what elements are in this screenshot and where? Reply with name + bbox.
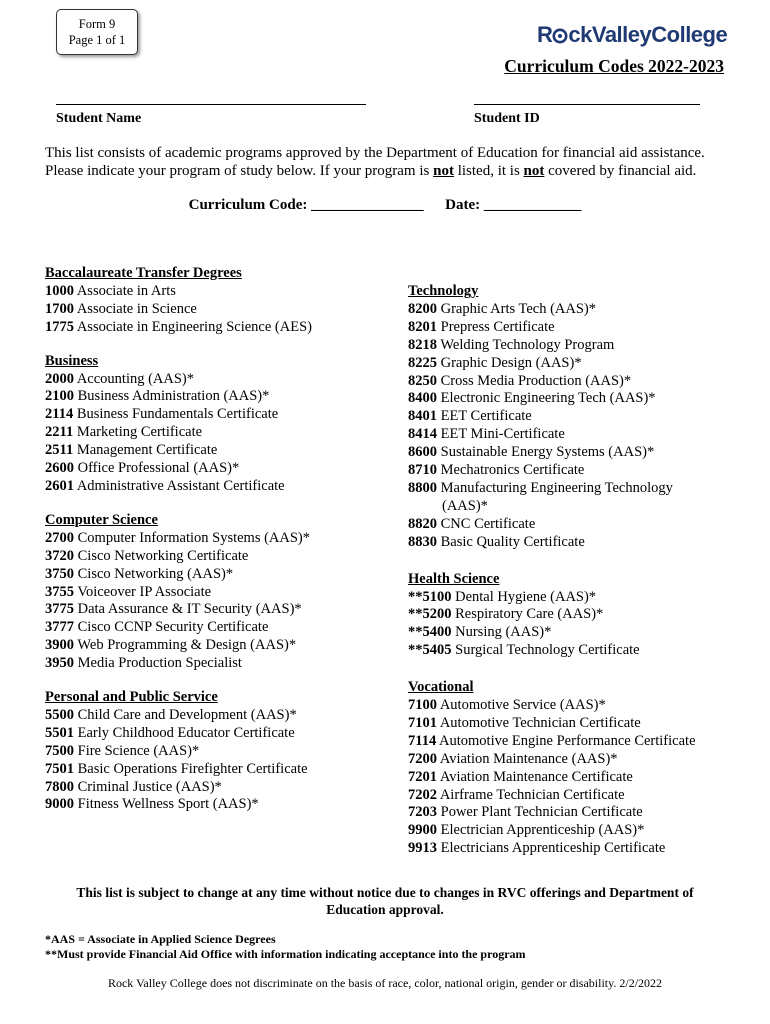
program-name: Sustainable Energy Systems (AAS)* [437, 444, 655, 461]
student-name-label: Student Name [56, 111, 142, 126]
section-heading: Personal and Public Service [45, 689, 218, 706]
program-name: Aviation Maintenance Certificate [437, 768, 633, 785]
program-code: 8200 [408, 300, 437, 317]
program-code: 7100 [408, 697, 437, 714]
section-gap [45, 496, 312, 512]
program-item [408, 373, 696, 391]
program-name: Nursing (AAS)* [451, 624, 552, 641]
program-name: Associate in Engineering Science (AES) [74, 318, 312, 335]
program-item [408, 444, 696, 462]
section-heading: Vocational [408, 679, 474, 696]
program-item [45, 283, 312, 301]
program-code: 1775 [45, 318, 74, 335]
program-code: 9913 [408, 840, 437, 857]
intro-text-c: covered by financial aid. [544, 163, 697, 179]
program-name: Business Fundamentals Certificate [73, 406, 279, 423]
program-name: Criminal Justice (AAS)* [74, 778, 222, 795]
program-item [45, 424, 312, 442]
program-item [408, 715, 696, 733]
program-code: 2100 [45, 388, 74, 405]
program-code: 8250 [408, 372, 437, 389]
curriculum-code-field[interactable]: Curriculum Code: _______________ [188, 197, 424, 213]
program-name: Fitness Wellness Sport (AAS)* [74, 796, 259, 813]
program-code: 2211 [45, 424, 74, 441]
program-code: 8800 [408, 479, 437, 496]
program-code: 3777 [45, 619, 74, 636]
program-code: 5500 [45, 706, 74, 723]
program-name: Office Professional (AAS)* [74, 460, 240, 477]
program-name: Cisco CCNP Security Certificate [74, 619, 269, 636]
program-name: Child Care and Development (AAS)* [74, 706, 297, 723]
program-name: Automotive Engine Performance Certificate [436, 732, 696, 749]
date-field[interactable]: Date: _____________ [445, 197, 582, 213]
program-code: 3900 [45, 637, 74, 654]
program-item [45, 460, 312, 478]
section-gap [408, 552, 696, 571]
program-item [408, 769, 696, 787]
program-item [45, 442, 312, 460]
program-code: 8401 [408, 408, 437, 425]
program-code: 7800 [45, 778, 74, 795]
program-item [45, 655, 312, 673]
program-code: 9900 [408, 822, 437, 839]
program-item [45, 406, 312, 424]
program-code: 8414 [408, 426, 437, 443]
program-item [408, 480, 696, 498]
program-name: Data Assurance & IT Security (AAS)* [74, 601, 302, 618]
change-notice-line-1: This list is subject to change at any time without notice due to changes in RVC offerings and Department of [76, 885, 694, 900]
logo-gear-icon [552, 28, 568, 44]
program-name: Associate in Arts [74, 282, 176, 299]
program-name: Dental Hygiene (AAS)* [451, 588, 597, 605]
form-number-box [56, 9, 138, 55]
program-name: Accounting (AAS)* [74, 370, 195, 387]
program-name: Manufacturing Engineering Technology [437, 479, 673, 496]
program-code: 2700 [45, 529, 74, 546]
program-item [408, 840, 696, 858]
program-code: 3755 [45, 583, 74, 600]
change-notice-line-2: Education approval. [326, 902, 444, 917]
program-name: Electrician Apprenticeship (AAS)* [437, 822, 645, 839]
program-code: 7200 [408, 750, 437, 767]
left-program-column [45, 265, 312, 814]
program-item [408, 319, 696, 337]
program-name: Computer Information Systems (AAS)* [74, 529, 311, 546]
program-name: Electricians Apprenticeship Certificate [437, 840, 666, 857]
program-item [45, 619, 312, 637]
program-item [45, 637, 312, 655]
program-item [408, 534, 696, 552]
change-notice [30, 884, 740, 918]
student-name-line [56, 104, 366, 105]
program-item [45, 584, 312, 602]
program-code: **5405 [408, 642, 452, 659]
logo-text-end: ckValleyCollege [568, 22, 728, 47]
program-item [408, 589, 696, 607]
intro-line-1: This list consists of academic programs approved by the Department of Education for financial aid assistance. [45, 145, 705, 161]
program-name: Mechatronics Certificate [437, 462, 585, 479]
program-name: Prepress Certificate [437, 318, 555, 335]
program-code: 2114 [45, 406, 74, 423]
program-name: Welding Technology Program [437, 336, 615, 353]
intro-not-2: not [523, 163, 545, 179]
program-code: 8201 [408, 318, 437, 335]
intro-text-b: listed, it is [453, 163, 524, 179]
program-code: 3775 [45, 601, 74, 618]
program-item [408, 516, 696, 534]
program-item [45, 707, 312, 725]
program-code: 8710 [408, 462, 437, 479]
program-code: 9000 [45, 796, 74, 813]
program-code: 2601 [45, 477, 74, 494]
program-name: Power Plant Technician Certificate [437, 804, 643, 821]
program-name: Airframe Technician Certificate [437, 786, 625, 803]
program-item [408, 301, 696, 319]
program-code: 3750 [45, 565, 74, 582]
program-code: 3720 [45, 547, 74, 564]
program-item [45, 548, 312, 566]
program-name: CNC Certificate [437, 515, 536, 532]
acceptance-note: **Must provide Financial Aid Office with information indicating acceptance into the program [45, 947, 526, 961]
program-item [45, 319, 312, 337]
program-name: Fire Science (AAS)* [74, 742, 200, 759]
program-name: Cisco Networking (AAS)* [74, 565, 234, 582]
program-code: 2600 [45, 460, 74, 477]
nondiscrimination-footer: Rock Valley College does not discriminate on the basis of race, color, national origin, gender or disability. 2/2/2022 [107, 976, 663, 990]
program-name: Cisco Networking Certificate [74, 547, 249, 564]
section-gap [408, 660, 696, 679]
program-name: Respiratory Care (AAS)* [451, 606, 604, 623]
program-code: 8600 [408, 444, 437, 461]
program-item [408, 462, 696, 480]
program-code: 8400 [408, 390, 437, 407]
program-code: 8820 [408, 515, 437, 532]
program-name: Basic Operations Firefighter Certificate [74, 760, 308, 777]
program-item [45, 761, 312, 779]
program-name: Graphic Arts Tech (AAS)* [437, 300, 596, 317]
program-item [45, 601, 312, 619]
program-name-continued: (AAS)* [442, 497, 488, 514]
program-item [408, 642, 696, 660]
program-code: **5200 [408, 606, 452, 623]
program-name: Automotive Technician Certificate [437, 714, 641, 731]
program-item [408, 408, 696, 426]
program-item [45, 566, 312, 584]
program-item [408, 606, 696, 624]
program-item [45, 388, 312, 406]
section-heading: Business [45, 352, 99, 369]
page-count: Page 1 of 1 [68, 33, 126, 47]
program-item [45, 779, 312, 797]
program-item [45, 371, 312, 389]
program-item [408, 822, 696, 840]
program-item [408, 733, 696, 751]
program-code: 7500 [45, 742, 74, 759]
program-item [408, 751, 696, 769]
college-logo [537, 22, 727, 48]
form-number: Form 9 [78, 17, 116, 31]
program-code: 8225 [408, 354, 437, 371]
program-name: Early Childhood Educator Certificate [74, 724, 295, 741]
program-item [45, 530, 312, 548]
program-code: 1700 [45, 300, 74, 317]
program-name: Electronic Engineering Tech (AAS)* [437, 390, 656, 407]
program-code: 7501 [45, 760, 74, 777]
program-code: **5100 [408, 588, 452, 605]
program-code: **5400 [408, 624, 452, 641]
program-name: EET Certificate [437, 408, 532, 425]
program-name: Aviation Maintenance (AAS)* [437, 750, 618, 767]
aas-note: *AAS = Associate in Applied Science Degrees [45, 932, 276, 946]
program-name: Basic Quality Certificate [437, 533, 585, 550]
section-heading: Baccalaureate Transfer Degrees [45, 265, 242, 281]
program-name: Media Production Specialist [74, 655, 242, 672]
program-item [45, 478, 312, 496]
program-code: 7101 [408, 714, 437, 731]
program-name: Cross Media Production (AAS)* [437, 372, 632, 389]
program-name: Surgical Technology Certificate [451, 642, 640, 659]
program-item [45, 796, 312, 814]
program-name: Associate in Science [74, 300, 197, 317]
program-name: EET Mini-Certificate [437, 426, 565, 443]
program-item [45, 743, 312, 761]
program-name: Web Programming & Design (AAS)* [74, 637, 297, 654]
logo-text-start: R [537, 22, 553, 47]
section-heading: Computer Science [45, 511, 158, 528]
program-code: 7202 [408, 786, 437, 803]
program-name: Voiceover IP Associate [74, 583, 212, 600]
program-code: 3950 [45, 655, 74, 672]
program-name: Marketing Certificate [73, 424, 203, 441]
program-name: Automotive Service (AAS)* [437, 697, 606, 714]
curriculum-code-date-line [0, 197, 770, 214]
section-gap [45, 673, 312, 689]
program-code: 7203 [408, 804, 437, 821]
intro-not-1: not [433, 163, 454, 179]
program-code: 5501 [45, 724, 74, 741]
program-name: Administrative Assistant Certificate [74, 477, 285, 494]
program-code: 1000 [45, 282, 74, 299]
program-item [408, 355, 696, 373]
program-item [408, 624, 696, 642]
intro-text-a: Please indicate your program of study below. If your program is [45, 163, 434, 179]
program-code: 2000 [45, 370, 74, 387]
notes [45, 932, 526, 962]
program-code: 8830 [408, 533, 437, 550]
program-item [408, 804, 696, 822]
program-item [408, 390, 696, 408]
program-name: Business Administration (AAS)* [74, 388, 270, 405]
section-heading: Health Science [408, 570, 500, 587]
intro-paragraph [45, 144, 745, 180]
student-id-label: Student ID [474, 111, 540, 126]
program-code: 7114 [408, 732, 437, 749]
program-code: 8218 [408, 336, 437, 353]
right-program-column [408, 283, 696, 858]
program-item [408, 697, 696, 715]
program-item [408, 787, 696, 805]
program-item [45, 301, 312, 319]
intro-line-2 [45, 162, 745, 180]
program-item [45, 725, 312, 743]
program-code: 7201 [408, 768, 437, 785]
page-title: Curriculum Codes 2022-2023 [504, 56, 724, 76]
program-name: Graphic Design (AAS)* [437, 354, 582, 371]
program-item [408, 426, 696, 444]
program-item [408, 337, 696, 355]
student-id-line [474, 104, 700, 105]
program-code: 2511 [45, 442, 74, 459]
program-name: Management Certificate [73, 442, 218, 459]
section-heading: Technology [408, 283, 479, 299]
section-gap [45, 337, 312, 353]
